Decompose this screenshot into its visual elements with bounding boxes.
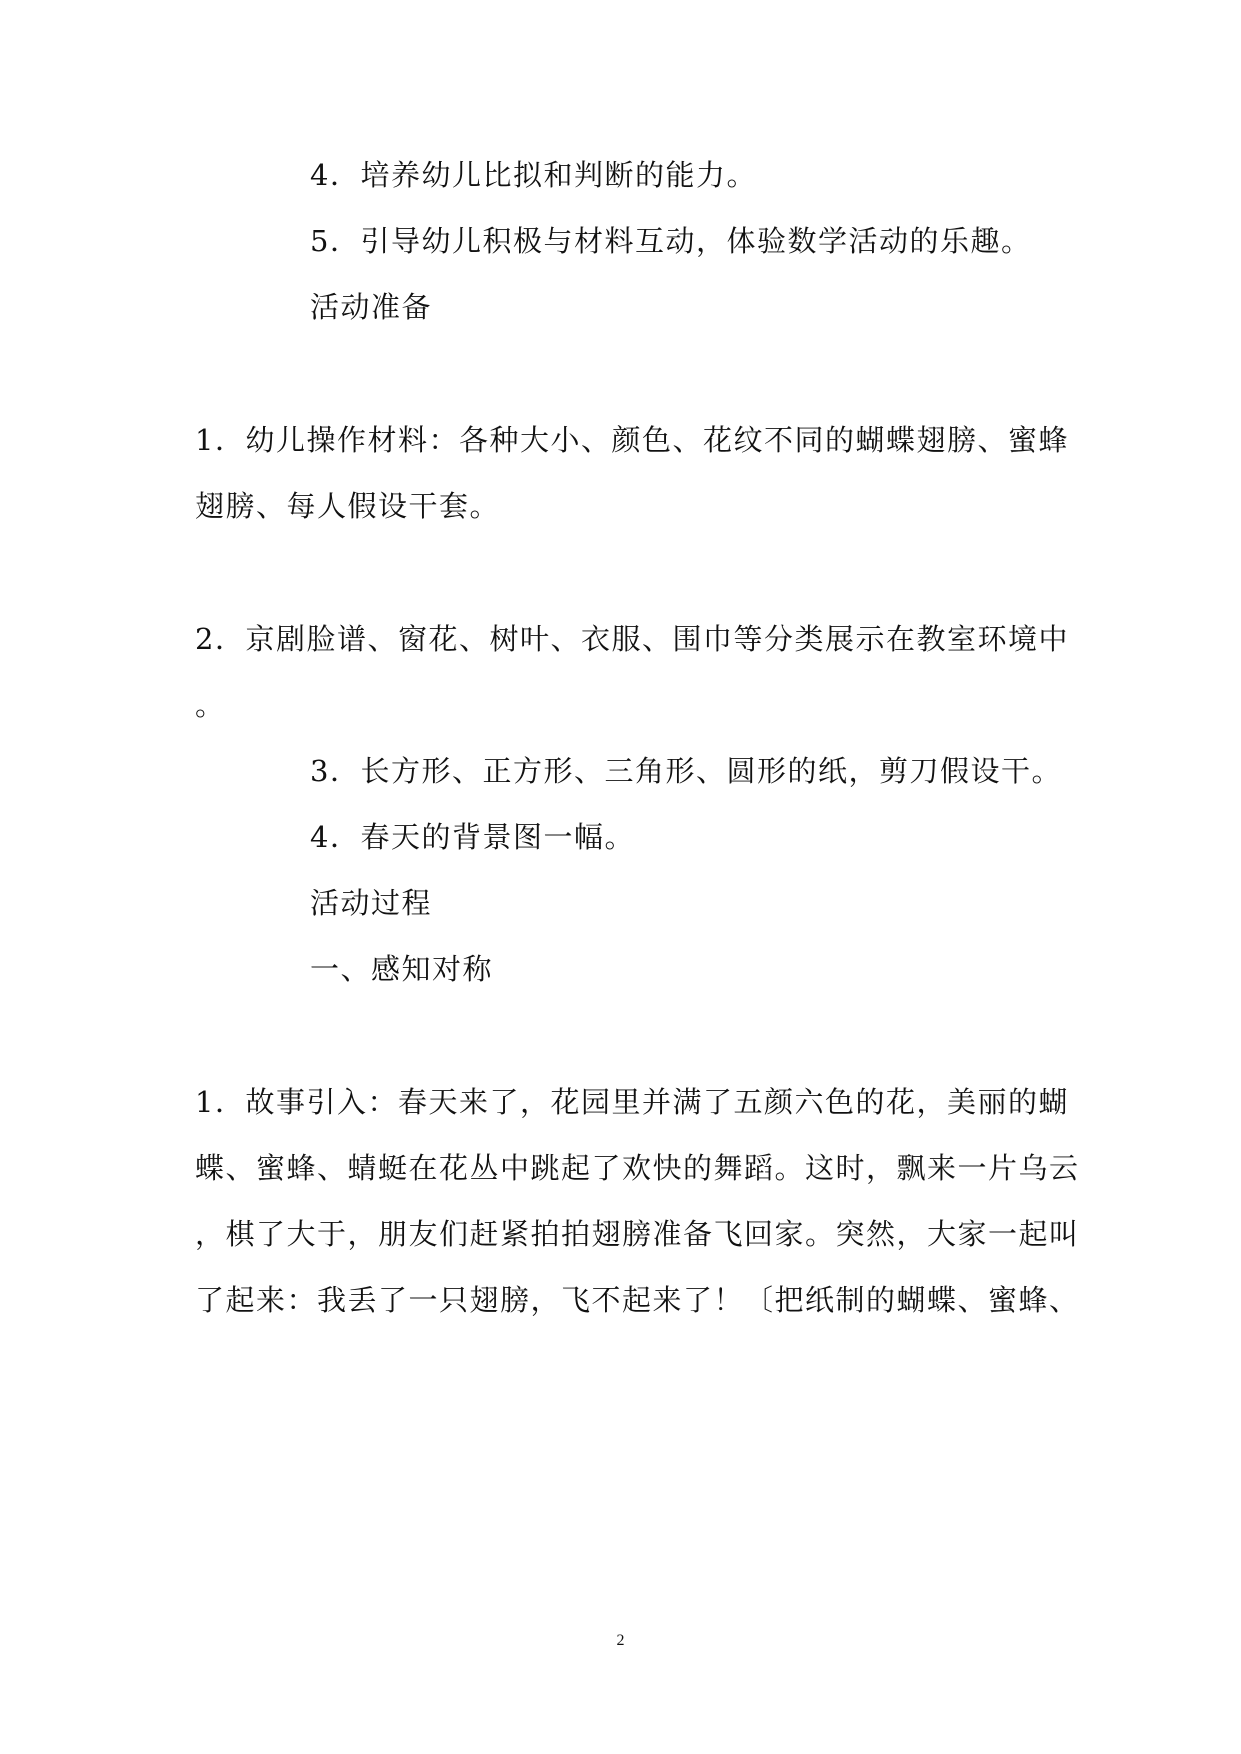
paragraph-preparation-2-line2: 。 [195,688,226,722]
paragraph-objective-5: 5．引导幼儿积极与材料互动，体验数学活动的乐趣。 [310,224,1032,258]
heading-perceive-symmetry: 一、感知对称 [310,952,494,986]
paragraph-objective-4: 4．培养幼儿比拟和判断的能力。 [310,158,757,192]
heading-activity-process: 活动过程 [310,886,433,920]
paragraph-preparation-1-line1: 1．幼儿操作材料：各种大小、颜色、花纹不同的蝴蝶翅膀、蜜蜂 [195,423,1069,457]
paragraph-story-line4: 了起来：我丢了一只翅膀，飞不起来了！〔把纸制的蝴蝶、蜜蜂、 [195,1283,1080,1317]
paragraph-preparation-3: 3．长方形、正方形、三角形、圆形的纸，剪刀假设干。 [310,754,1062,788]
heading-activity-preparation: 活动准备 [310,290,433,324]
paragraph-story-line2: 蝶、蜜蜂、蜻蜓在花丛中跳起了欢快的舞蹈。这时，飘来一片乌云 [195,1151,1080,1185]
paragraph-story-line3: ，棋了大于，朋友们赶紧拍拍翅膀准备飞回家。突然，大家一起叫 [195,1217,1080,1251]
paragraph-story-line1: 1．故事引入：春天来了，花园里并满了五颜六色的花，美丽的蝴 [195,1085,1069,1119]
paragraph-preparation-2-line1: 2．京剧脸谱、窗花、树叶、衣服、围巾等分类展示在教室环境中 [195,622,1069,656]
paragraph-preparation-4: 4．春天的背景图一幅。 [310,820,635,854]
paragraph-preparation-1-line2: 翅膀、每人假设干套。 [195,489,501,523]
page-number: 2 [616,1632,625,1649]
